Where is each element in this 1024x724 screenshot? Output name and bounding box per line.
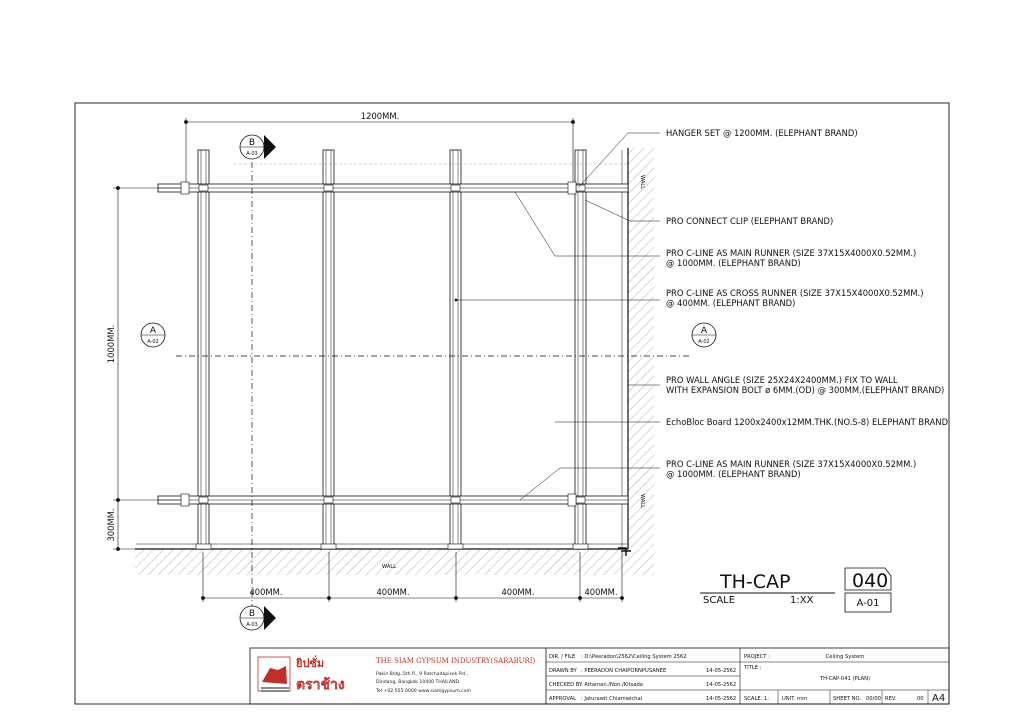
cross-runner xyxy=(198,150,209,548)
connect-clips xyxy=(199,185,585,503)
note-board: EchoBloc Board 1200x2400x12MM.THK.(NO.S-8) ELEPHANT BRAND xyxy=(666,417,949,427)
section-marker-a-left xyxy=(141,323,165,347)
drawn-value: : PEERADON CHAIPORNPUSANEE xyxy=(581,668,667,674)
dim-400-3: 400MM. xyxy=(501,587,535,597)
notes xyxy=(666,128,948,479)
approval-value: : Jaturawit Chiamwichai xyxy=(581,696,643,702)
dim-400-4: 400MM. xyxy=(584,587,618,597)
wall-label-bottom: WALL xyxy=(382,564,397,570)
svg-text:A-02: A-02 xyxy=(147,339,159,345)
title-number: 040 xyxy=(852,570,889,592)
cross-runners xyxy=(198,150,586,548)
logo-thai-top: ยิปซั่ม xyxy=(296,657,325,670)
wall-label-right: WALL xyxy=(639,494,645,509)
note-main-runner-1b: @ 1000MM. (ELEPHANT BRAND) xyxy=(666,258,801,268)
dim-400-2: 400MM. xyxy=(376,587,410,597)
note-hanger: HANGER SET @ 1200MM. (ELEPHANT BRAND) xyxy=(666,128,858,138)
approval-label: APPROVAL xyxy=(549,696,577,702)
note-main-runner-1: PRO C-LINE AS MAIN RUNNER (SIZE 37X15X4000X0.52MM.) xyxy=(666,248,917,258)
svg-text:A: A xyxy=(149,326,157,336)
scale-value: 1:XX xyxy=(790,595,814,606)
note-wall-angle-b: WITH EXPANSION BOLT ø 6MM.(OD) @ 300MM.(ELEPHANT BRAND) xyxy=(666,385,945,395)
title-value: TH-CAP-041 (PLAN) xyxy=(819,676,871,682)
cross-runner xyxy=(323,150,334,548)
cross-runner xyxy=(575,150,586,548)
note-cross-runner-b: @ 400MM. (ELEPHANT BRAND) xyxy=(666,298,796,308)
sheet-field: SHEET NO. xyxy=(833,696,861,702)
logo-thai-bottom: ตราช้าง xyxy=(296,677,345,693)
paper-size: A4 xyxy=(932,693,946,704)
project-label: PROJECT : xyxy=(744,654,770,660)
project-value: Ceiling System xyxy=(825,654,865,660)
checked-value: : Attaman./Non./Kitsada xyxy=(581,682,643,688)
dim-300: 300MM. xyxy=(106,508,116,542)
title-label: TITLE : xyxy=(744,665,762,671)
svg-text:A: A xyxy=(700,326,708,336)
note-wall-angle: PRO WALL ANGLE (SIZE 25X24X2400MM.) FIX TO WALL xyxy=(666,375,898,385)
company-name: THE SIAM GYPSUM INDUSTRY(SARABURI) xyxy=(376,657,536,665)
section-lines xyxy=(176,162,690,608)
title-block xyxy=(250,648,949,704)
svg-text:B: B xyxy=(248,609,256,619)
section-marker-b-bottom xyxy=(240,606,276,630)
company-address-2: Dindang, Bangkok 10400 THAILAND xyxy=(376,680,460,685)
wall-bottom xyxy=(135,549,654,575)
dim-1000: 1000MM. xyxy=(106,324,116,364)
dir-label: DIR. / FILE xyxy=(549,654,576,660)
scale-field: SCALE. 1: xyxy=(744,696,769,702)
svg-text:A-03: A-03 xyxy=(246,151,258,157)
rev-field: REV. xyxy=(885,696,897,702)
cross-runner xyxy=(450,150,461,548)
checked-date: 14-05-2562 xyxy=(706,682,737,688)
company-address-1: Pakin Bldg.,5th fl., 9 Ratchadapisek Rd., xyxy=(376,672,468,677)
rev-value: 00 xyxy=(917,696,924,702)
drawing-title xyxy=(700,568,891,612)
checked-label: CHECKED BY xyxy=(549,682,583,688)
wall-right xyxy=(628,148,654,549)
section-marker-a-right xyxy=(692,323,716,347)
wall-label-top: WALL xyxy=(639,175,645,190)
drawn-date: 14-05-2562 xyxy=(706,668,737,674)
note-main-runner-2: PRO C-LINE AS MAIN RUNNER (SIZE 37X15X4000X0.52MM.) xyxy=(666,459,917,469)
note-connect-clip: PRO CONNECT CLIP (ELEPHANT BRAND) xyxy=(666,216,834,226)
drawn-label: DRAWN BY xyxy=(549,668,577,674)
hanger-sets xyxy=(181,182,576,506)
dim-400-1: 400MM. xyxy=(249,587,283,597)
section-marker-b-top xyxy=(240,135,276,159)
scale-label: SCALE xyxy=(703,595,736,606)
svg-text:B: B xyxy=(248,138,256,148)
main-runners xyxy=(158,184,628,504)
dim-1200: 1200MM. xyxy=(360,111,400,121)
dir-value: : D:\Peeradon\2562\Ceiling System 2562 xyxy=(581,654,687,660)
svg-text:A-03: A-03 xyxy=(246,622,258,628)
svg-text:A-02: A-02 xyxy=(698,339,710,345)
note-cross-runner: PRO C-LINE AS CROSS RUNNER (SIZE 37X15X4000X0.52MM.) xyxy=(666,288,924,298)
sheet-ref: A-01 xyxy=(856,598,880,609)
company-contact: Tel +02 555 0000 www.siamgypsum.com xyxy=(376,689,471,694)
title-code: TH-CAP xyxy=(720,571,791,593)
company-logo xyxy=(258,655,345,693)
note-main-runner-2b: @ 1000MM. (ELEPHANT BRAND) xyxy=(666,469,801,479)
sheet-value: 00/00 xyxy=(866,696,881,702)
approval-date: 14-05-2562 xyxy=(706,696,737,702)
unit-field: UNIT. mm xyxy=(782,696,808,702)
